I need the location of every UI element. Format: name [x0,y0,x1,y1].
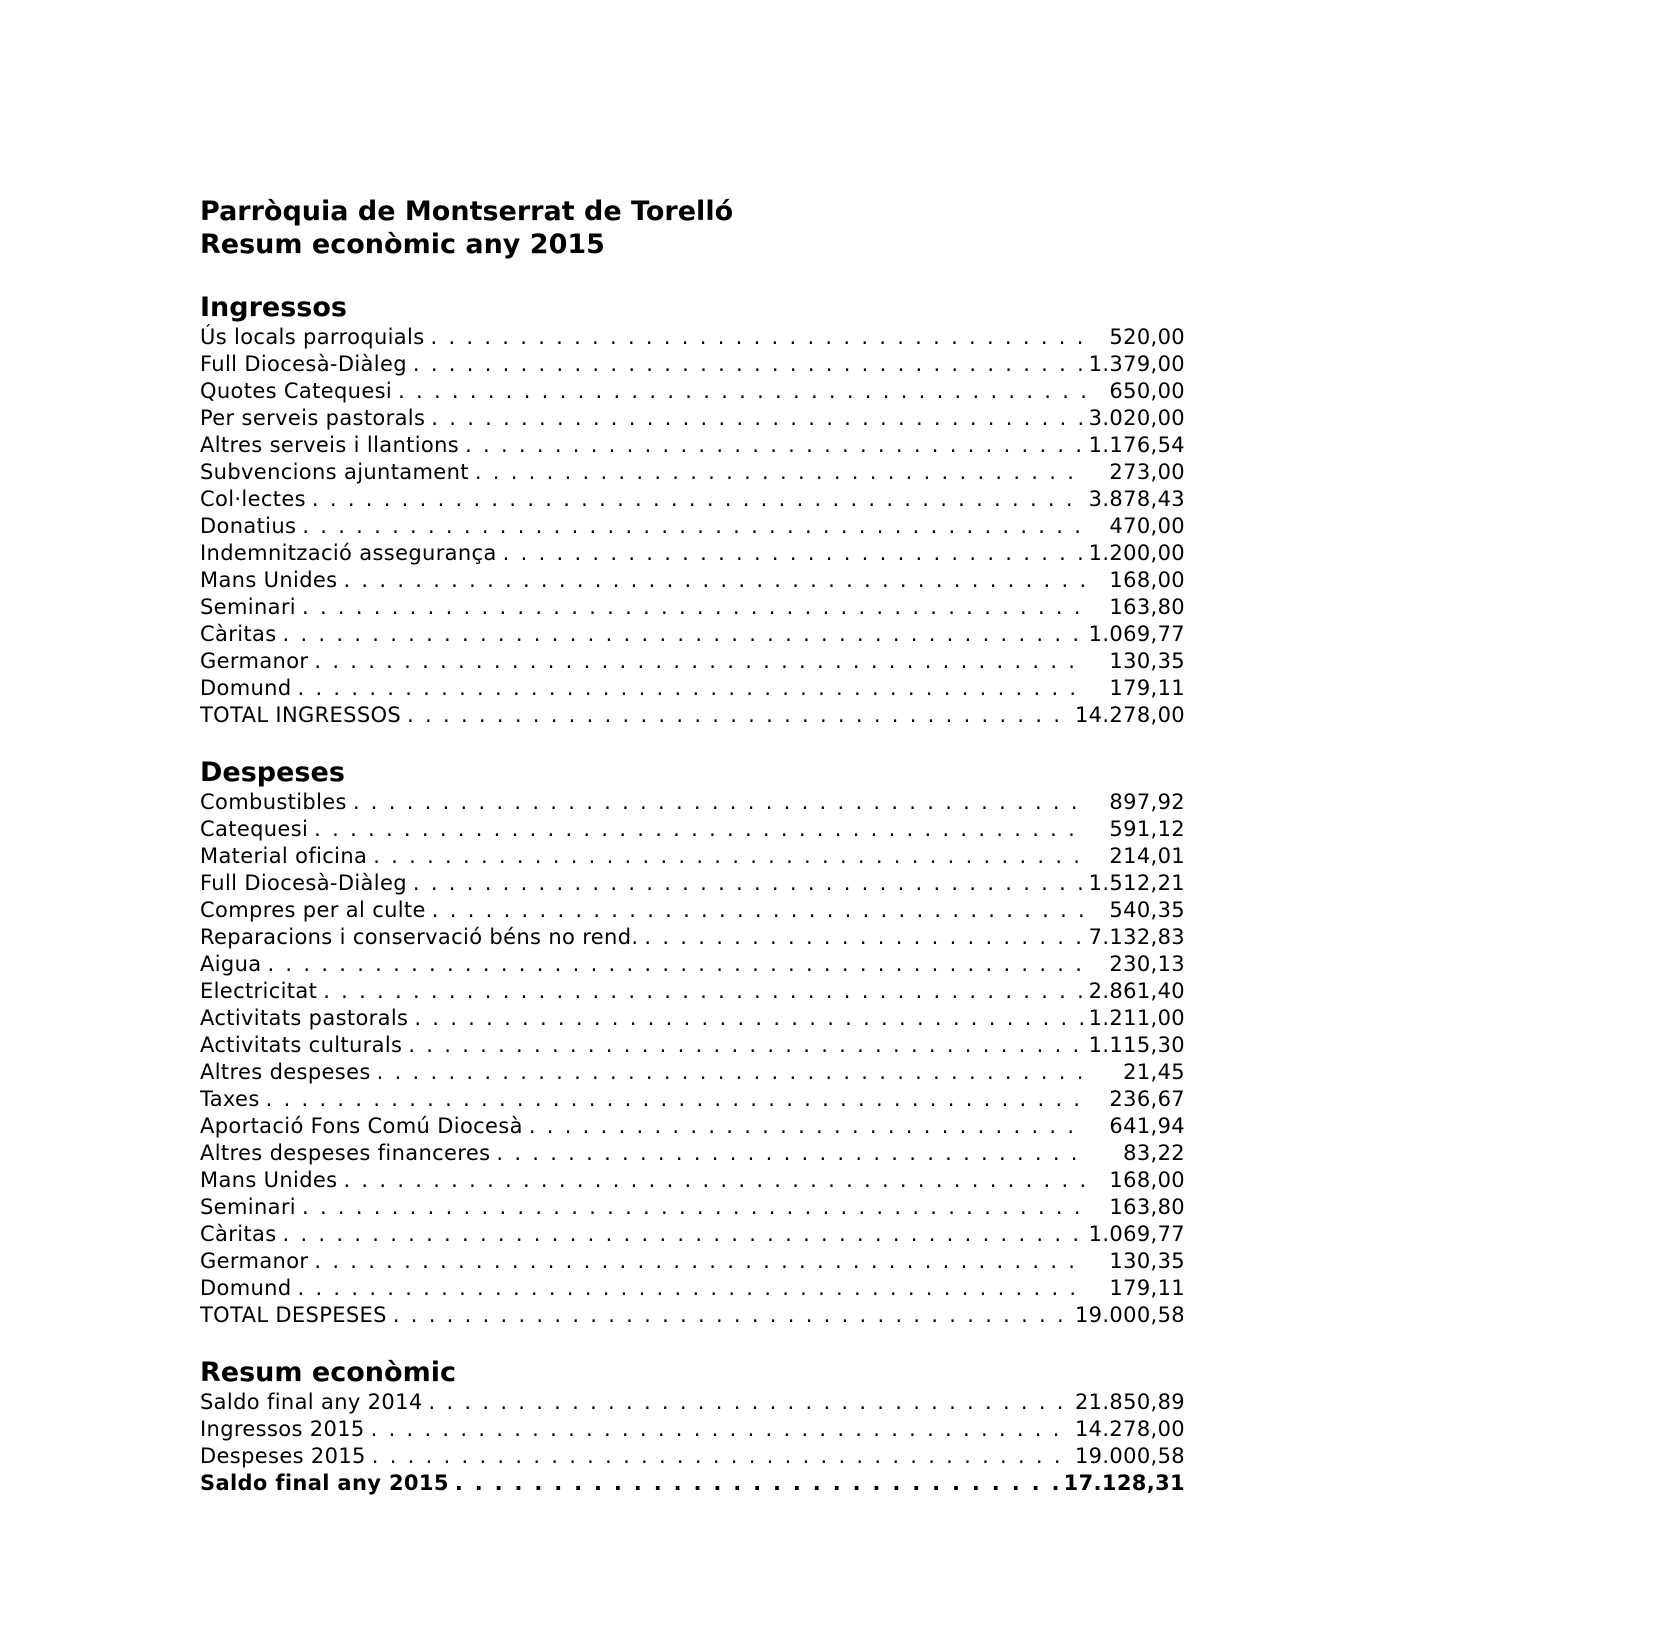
despeses-row [200,870,1185,897]
despeses-row-label: Material oficina [200,844,368,868]
despeses-row-label: Full Diocesà-Diàleg [200,871,407,895]
despeses-row-label: Taxes [200,1087,260,1111]
resum-heading: Resum econòmic [200,1357,456,1388]
dot-leader [402,1032,1084,1059]
resum-row-label: Despeses 2015 [200,1444,366,1468]
ingressos-row-label: Col·lectes [200,487,306,511]
despeses-row-amount: 21,45 [1123,1060,1185,1084]
despeses-row-amount: 130,35 [1109,1249,1185,1273]
dot-leader [371,1059,1086,1086]
despeses-row-amount: 179,11 [1109,1276,1185,1300]
despeses-row-label: Reparacions i conservació béns no rend. [200,925,639,949]
despeses-row [200,1086,1185,1113]
despeses-row [200,1194,1185,1221]
despeses-row [200,1140,1185,1167]
despeses-row-amount: 168,00 [1109,1168,1185,1192]
dot-leader [408,1005,1084,1032]
ingressos-row [200,540,1185,567]
dot-leader [425,405,1084,432]
ingressos-row-amount: 470,00 [1109,514,1185,538]
dot-leader [401,702,1071,729]
ingressos-row-label: Domund [200,676,292,700]
dot-leader [523,1113,1086,1140]
resum-section [200,1356,1185,1497]
ingressos-row-amount: 650,00 [1109,379,1185,403]
despeses-row [200,843,1185,870]
despeses-row-label: TOTAL DESPESES [200,1303,387,1327]
ingressos-row-label: Mans Unides [200,568,338,592]
despeses-row [200,1167,1185,1194]
dot-leader [490,1140,1086,1167]
resum-row [200,1416,1185,1443]
ingressos-row-label: TOTAL INGRESSOS [200,703,402,727]
dot-leader [423,1389,1071,1416]
despeses-row-amount: 540,35 [1109,898,1185,922]
dot-leader [337,567,1086,594]
ingressos-row [200,324,1185,351]
document-subtitle: Resum econòmic any 2015 [200,229,605,260]
despeses-row-amount: 83,22 [1123,1141,1185,1165]
resum-row-label: Saldo final any 2014 [200,1390,423,1414]
ingressos-row-label: Ús locals parroquials [200,325,425,349]
despeses-row [200,1221,1185,1248]
ingressos-row-label: Subvencions ajuntament [200,460,469,484]
dot-leader [337,1167,1086,1194]
despeses-row-amount: 2.861,40 [1088,979,1185,1003]
despeses-row [200,924,1185,951]
ingressos-row-label: Full Diocesà-Diàleg [200,352,407,376]
despeses-row [200,1302,1185,1329]
dot-leader [392,378,1086,405]
ingressos-row-amount: 520,00 [1109,325,1185,349]
dot-leader [425,324,1087,351]
despeses-row [200,1005,1185,1032]
ingressos-row-amount: 179,11 [1109,676,1185,700]
ingressos-row-amount: 273,00 [1109,460,1185,484]
despeses-row-label: Mans Unides [200,1168,338,1192]
dot-leader [260,1086,1086,1113]
dot-leader [365,1416,1071,1443]
dot-leader [469,459,1086,486]
ingressos-row-label: Germanor [200,649,309,673]
despeses-row [200,951,1185,978]
despeses-row-amount: 1.069,77 [1088,1222,1185,1246]
ingressos-heading: Ingressos [200,292,347,323]
resum-row [200,1443,1185,1470]
despeses-row-label: Aportació Fons Comú Diocesà [200,1114,523,1138]
ingressos-row [200,513,1185,540]
despeses-row [200,1275,1185,1302]
despeses-row-amount: 1.115,30 [1088,1033,1185,1057]
despeses-row-label: Activitats culturals [200,1033,403,1057]
resum-row [200,1470,1185,1497]
dot-leader [308,648,1086,675]
dot-leader [638,924,1084,951]
ingressos-row-amount: 1.176,54 [1088,433,1185,457]
dot-leader [449,1470,1060,1497]
ingressos-list [200,324,1185,729]
dot-leader [296,594,1086,621]
ingressos-row [200,621,1185,648]
ingressos-row-label: Seminari [200,595,296,619]
despeses-row-label: Altres despeses financeres [200,1141,491,1165]
dot-leader [277,621,1085,648]
dot-leader [387,1302,1071,1329]
despeses-row-label: Domund [200,1276,292,1300]
dot-leader [366,1443,1071,1470]
despeses-row-amount: 1.211,00 [1088,1006,1185,1030]
despeses-row [200,1113,1185,1140]
ingressos-row-amount: 3.878,43 [1088,487,1185,511]
ingressos-row [200,567,1185,594]
document-page [200,195,1185,1524]
despeses-row-label: Activitats pastorals [200,1006,409,1030]
ingressos-row-amount: 1.069,77 [1088,622,1185,646]
ingressos-row [200,675,1185,702]
resum-row-amount: 19.000,58 [1074,1444,1185,1468]
despeses-row-amount: 236,67 [1109,1087,1185,1111]
despeses-row-label: Electricitat [200,979,318,1003]
ingressos-row-amount: 130,35 [1109,649,1185,673]
dot-leader [347,789,1086,816]
despeses-row [200,1059,1185,1086]
ingressos-row-amount: 163,80 [1109,595,1185,619]
dot-leader [317,978,1084,1005]
resum-row-amount: 21.850,89 [1074,1390,1185,1414]
despeses-row-amount: 641,94 [1109,1114,1185,1138]
despeses-row-label: Catequesi [200,817,309,841]
despeses-row [200,816,1185,843]
ingressos-row [200,378,1185,405]
ingressos-row-amount: 14.278,00 [1074,703,1185,727]
despeses-row-amount: 897,92 [1109,790,1185,814]
dot-leader [292,675,1086,702]
despeses-row-label: Altres despeses [200,1060,371,1084]
despeses-row-amount: 19.000,58 [1074,1303,1185,1327]
despeses-row [200,978,1185,1005]
resum-row [200,1389,1185,1416]
dot-leader [292,1275,1086,1302]
resum-row-label: Saldo final any 2015 [200,1471,449,1495]
ingressos-row [200,432,1185,459]
ingressos-row-label: Per serveis pastorals [200,406,426,430]
dot-leader [407,870,1085,897]
ingressos-row [200,351,1185,378]
despeses-row-amount: 214,01 [1109,844,1185,868]
dot-leader [308,816,1086,843]
despeses-row-label: Germanor [200,1249,309,1273]
despeses-row-label: Seminari [200,1195,296,1219]
despeses-row-amount: 591,12 [1109,817,1185,841]
despeses-row-label: Aigua [200,952,262,976]
despeses-row-amount: 7.132,83 [1088,925,1185,949]
despeses-heading: Despeses [200,757,345,788]
despeses-row-amount: 163,80 [1109,1195,1185,1219]
dot-leader [296,1194,1086,1221]
resum-list [200,1389,1185,1497]
despeses-row-label: Càritas [200,1222,277,1246]
dot-leader [308,1248,1086,1275]
despeses-row [200,789,1185,816]
dot-leader [277,1221,1085,1248]
despeses-row-label: Combustibles [200,790,347,814]
dot-leader [296,513,1086,540]
ingressos-row-amount: 168,00 [1109,568,1185,592]
despeses-row-amount: 230,13 [1109,952,1185,976]
ingressos-row-label: Indemnització assegurança [200,541,497,565]
despeses-row [200,1032,1185,1059]
ingressos-row-amount: 3.020,00 [1088,406,1185,430]
dot-leader [497,540,1085,567]
ingressos-section [200,291,1185,729]
ingressos-row-label: Càritas [200,622,277,646]
ingressos-row [200,405,1185,432]
ingressos-row-amount: 1.200,00 [1088,541,1185,565]
resum-row-amount: 17.128,31 [1063,1471,1185,1495]
ingressos-row [200,594,1185,621]
resum-row-label: Ingressos 2015 [200,1417,365,1441]
ingressos-row-amount: 1.379,00 [1088,352,1185,376]
despeses-row-amount: 1.512,21 [1088,871,1185,895]
ingressos-row-label: Donatius [200,514,297,538]
document-title: Parròquia de Montserrat de Torelló [200,196,734,227]
dot-leader [426,897,1086,924]
dot-leader [261,951,1086,978]
despeses-row-label: Compres per al culte [200,898,426,922]
ingressos-row [200,459,1185,486]
ingressos-row-label: Quotes Catequesi [200,379,393,403]
despeses-row [200,897,1185,924]
ingressos-row [200,648,1185,675]
despeses-section [200,756,1185,1329]
dot-leader [459,432,1085,459]
dot-leader [367,843,1086,870]
resum-row-amount: 14.278,00 [1074,1417,1185,1441]
despeses-row [200,1248,1185,1275]
dot-leader [407,351,1085,378]
ingressos-row [200,486,1185,513]
ingressos-row-label: Altres serveis i llantions [200,433,460,457]
dot-leader [306,486,1085,513]
despeses-list [200,789,1185,1329]
ingressos-row [200,702,1185,729]
